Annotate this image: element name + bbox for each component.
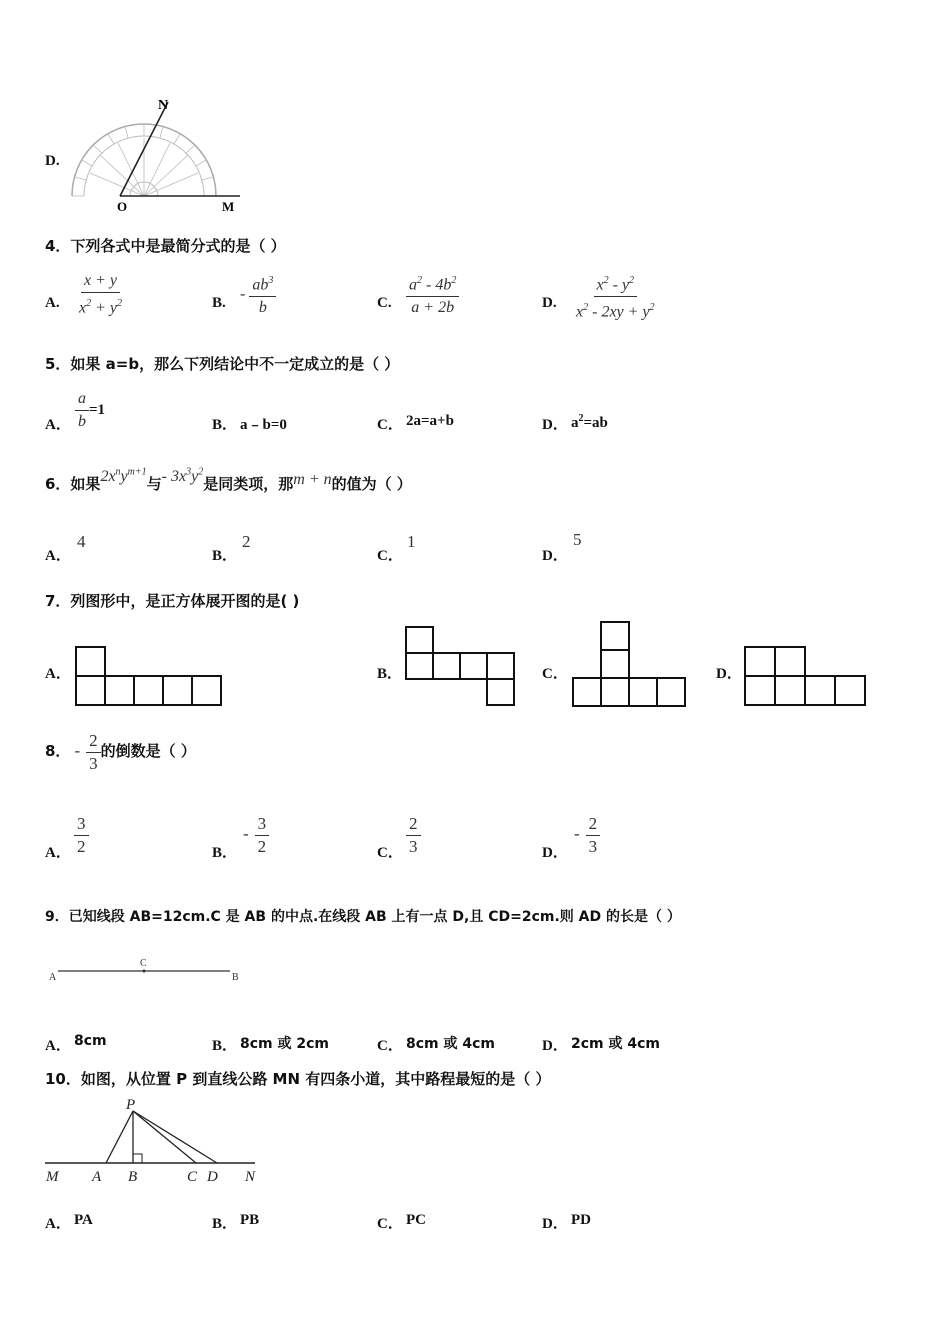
q7-option-d-label: D． xyxy=(716,666,742,682)
q5-stem: 5．如果 a=b，那么下列结论中不一定成立的是（ ） xyxy=(45,355,400,373)
q6-option-a-value: 4 xyxy=(77,532,86,551)
q8-option-c-label: C． xyxy=(377,845,403,861)
point-p-label: P xyxy=(126,1097,136,1113)
q6-option-c-value: 1 xyxy=(407,532,416,551)
q8-option-d-label: D． xyxy=(542,845,568,861)
point-d-label: D xyxy=(207,1169,218,1185)
point-c-label: C xyxy=(187,1169,198,1185)
q5-option-a-expr: $\frac{a}{b}$ =1 xyxy=(75,390,105,431)
q9-option-c-label: C． xyxy=(377,1038,403,1054)
q10-option-c-value: PC xyxy=(406,1212,426,1228)
q10-option-a-value: PA xyxy=(74,1212,93,1228)
q5-option-a-label: A． xyxy=(45,417,71,433)
q9-option-d-label: D． xyxy=(542,1038,568,1054)
point-n-label: N xyxy=(158,98,169,113)
q9-option-c-value: 8cm 或 4cm xyxy=(406,1036,496,1052)
q10-stem: 10．如图，从位置 P 到直线公路 MN 有四条小道，其中路程最短的是（ ） xyxy=(45,1070,551,1088)
point-c-label: C xyxy=(140,958,147,969)
q8-option-b-label: B． xyxy=(212,845,238,861)
q5-option-b-label: B． xyxy=(212,417,238,433)
q5-option-d-value: $a^2=ab$ xyxy=(571,413,608,431)
q5-option-b-value: a﹣b=0 xyxy=(240,417,287,433)
q10-option-a-label: A． xyxy=(45,1216,71,1232)
q4-stem: 4．下列各式中是最简分式的是（ ） xyxy=(45,237,286,255)
q4-option-d-expr: $\frac{x^2 - y^2}{x^2 - 2xy + y^2}$ xyxy=(573,272,658,322)
q7-net-b xyxy=(405,626,517,708)
q6-option-a-label: A． xyxy=(45,548,71,564)
q5-option-c-value: 2a=a+b xyxy=(406,413,454,429)
q10-road-figure xyxy=(45,1095,270,1190)
point-m-label: M xyxy=(46,1169,59,1185)
point-b-label: B xyxy=(128,1169,138,1185)
right-angle-mark xyxy=(133,1154,142,1163)
point-o-label: O xyxy=(117,199,128,214)
q6-option-d-label: D． xyxy=(542,548,568,564)
q9-option-a-value: 8cm xyxy=(74,1033,107,1049)
q9-option-b-value: 8cm 或 2cm xyxy=(240,1036,330,1052)
q4-option-b-expr: - $\frac{ab^3}{b}$ xyxy=(240,272,276,317)
q5-option-d-label: D． xyxy=(542,417,568,433)
q7-net-a xyxy=(75,646,225,708)
q8-option-b-expr: - $\frac{3}{2}$ xyxy=(243,815,269,856)
q10-option-d-label: D． xyxy=(542,1216,568,1232)
path-pa xyxy=(106,1111,133,1163)
q10-option-c-label: C． xyxy=(377,1216,403,1232)
q7-net-d xyxy=(744,646,868,708)
q8-option-c-expr: $\frac{2}{3}$ xyxy=(406,815,421,856)
q8-option-a-expr: $\frac{3}{2}$ xyxy=(74,815,89,856)
q8-stem: 8． - $\frac{2}{3}$ 的倒数是（ ） xyxy=(45,731,196,773)
q6-option-d-value: 5 xyxy=(573,530,582,549)
q9-option-b-label: B． xyxy=(212,1038,238,1054)
q10-option-d-value: PD xyxy=(571,1212,591,1228)
q4-option-d-label: D. xyxy=(542,295,557,311)
q9-segment-figure xyxy=(48,955,248,985)
q6-stem: 6．如果$2x^ny^{m+1}$与- $3x^3y^2$是同类项，那m + n的值为（ ） xyxy=(45,466,412,493)
q9-stem: 9．已知线段 AB=12cm.C 是 AB 的中点.在线段 AB 上有一点 D,且 CD=2cm.则 AD 的长是（ ） xyxy=(45,909,681,925)
q7-net-c xyxy=(572,621,690,708)
q9-option-d-value: 2cm 或 4cm xyxy=(571,1036,661,1052)
q3-option-d-label: D. xyxy=(45,153,60,169)
path-pd xyxy=(133,1111,217,1163)
point-n-label: N xyxy=(245,1169,256,1185)
q4-option-b-label: B. xyxy=(212,295,226,311)
q10-option-b-value: PB xyxy=(240,1212,260,1228)
q7-stem: 7．列图形中，是正方体展开图的是( ) xyxy=(45,592,300,610)
q8-option-a-label: A． xyxy=(45,845,71,861)
q6-option-c-label: C． xyxy=(377,548,403,564)
q7-option-b-label: B． xyxy=(377,666,403,682)
q5-option-c-label: C． xyxy=(377,417,403,433)
q4-option-a-label: A. xyxy=(45,295,60,311)
point-c-dot xyxy=(143,970,146,973)
point-a-label: A xyxy=(49,972,57,983)
q10-option-b-label: B． xyxy=(212,1216,238,1232)
protractor-figure xyxy=(60,95,250,220)
q6-option-b-value: 2 xyxy=(242,532,251,551)
q4-option-c-label: C. xyxy=(377,295,392,311)
point-a-label: A xyxy=(92,1169,102,1185)
q4-option-a-expr: $\frac{x + y}{x^2 + y^2}$ xyxy=(79,272,123,317)
q4-option-c-expr: $\frac{a^2 - 4b^2}{a + 2b}$ xyxy=(406,272,459,317)
point-m-label: M xyxy=(222,199,235,214)
q7-option-c-label: C． xyxy=(542,666,568,682)
q6-option-b-label: B． xyxy=(212,548,238,564)
point-b-label: B xyxy=(232,972,239,983)
protractor-ticks xyxy=(72,124,216,196)
q7-option-a-label: A． xyxy=(45,666,71,682)
q9-option-a-label: A． xyxy=(45,1038,71,1054)
q8-option-d-expr: - $\frac{2}{3}$ xyxy=(574,815,600,856)
